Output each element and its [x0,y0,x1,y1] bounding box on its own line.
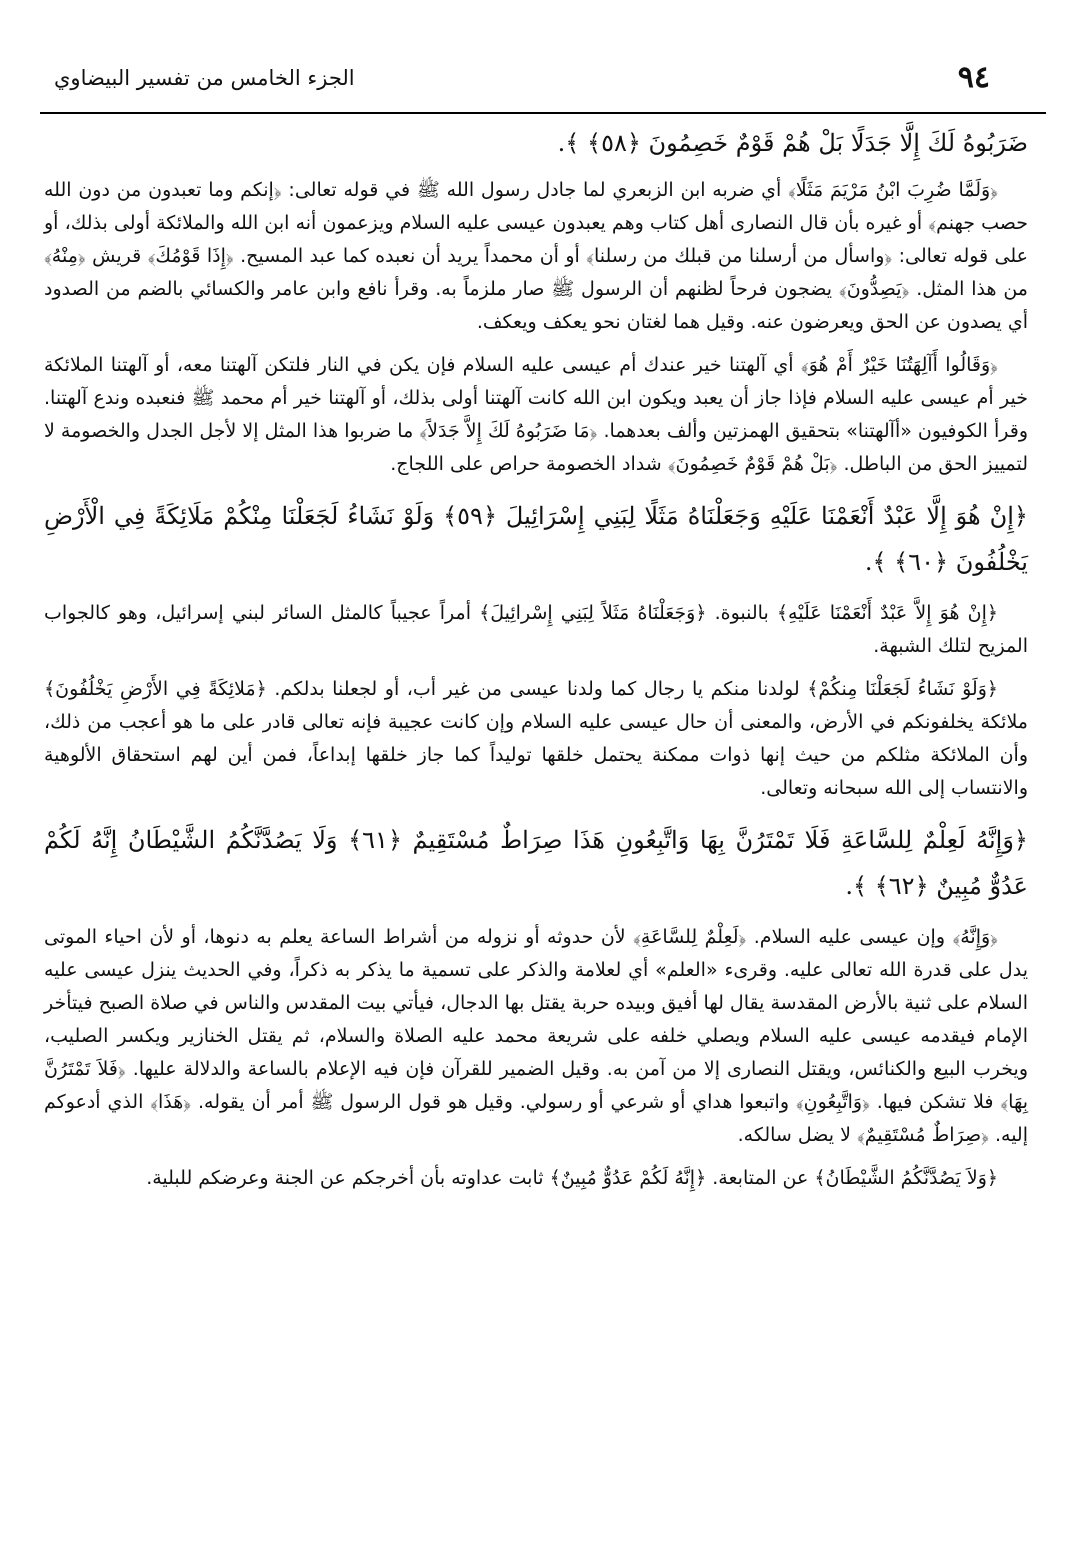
page-body [44,120,1028,1552]
verse-61-62: ﴿وَإِنَّهُ لَعِلْمٌ لِلسَّاعَةِ فَلَا تَمْتَرُنَّ بِهَا وَاتَّبِعُونِ هَذَا صِرَاطٌ مُسْتَقِيمٌ ﴿٦١﴾ وَلَا يَصُدَّنَّكُمُ الشَّيْطَانُ إِنَّهُ لَكُمْ عَدُوٌّ مُبِينٌ ﴿٦٢﴾ ﴾. [44,826,1028,900]
commentary-paragraph-6: ﴿وَلاَ يَصُدَّنَّكُمُ الشَّيْطَانُ﴾ عن المتابعة. ﴿إِنَّهُ لَكُمْ عَدُوٌّ مُبِينٌ﴾ ثابت عداوته بأن أخرجكم عن الجنة وعرضكم للبلية. [146,1167,998,1189]
page-number: ٩٤ [957,60,990,95]
verse-58: ضَرَبُوهُ لَكَ إِلَّا جَدَلًا بَلْ هُمْ قَوْمٌ خَصِمُونَ ﴿٥٨﴾ ﴾. [557,129,1028,157]
header-rule [40,112,1046,114]
verse-59-60: ﴿إِنْ هُوَ إِلَّا عَبْدٌ أَنْعَمْنَا عَلَيْهِ وَجَعَلْنَاهُ مَثَلًا لِبَنِي إِسْرَائِيلَ ﴿٥٩﴾ وَلَوْ نَشَاءُ لَجَعَلْنَا مِنْكُمْ مَلَائِكَةً فِي الْأَرْضِ يَخْلُفُونَ ﴿٦٠﴾ ﴾. [44,502,1028,576]
commentary-paragraph-3: ﴿إِنْ هُوَ إِلاَّ عَبْدٌ أَنْعَمْنَا عَلَيْهِ﴾ بالنبوة. ﴿وَجَعَلْنَاهُ مَثَلاً لِبَنِي إِسْرائِيلَ﴾ أمراً عجيباً كالمثل السائر لبني إسرائيل، وهو كالجواب المزيح لتلك الشبهة. [44,602,1028,657]
commentary-paragraph-5: ﴿وَإِنَّهُ﴾ وإن عيسى عليه السلام. ﴿لَعِلْمٌ لِلسَّاعَةِ﴾ لأن حدوثه أو نزوله من أشراط الساعة يعلم به دنوها، أو لأن احياء الموتى يدل على قدرة الله تعالى عليه. وقرىء «العلم» أي لعلامة والذكر على تسمية ما يذكر به ذكراً، وفي الحديث ينزل عيسى عليه السلام على ثنية بالأرض المقدسة يقال لها أفيق وبيده حربة يقتل بها الدجال، فيأتي بيت المقدس والناس في صلاة الصبح فيتأخر الإمام فيقدمه عيسى عليه السلام ويصلي خلفه على شريعة محمد عليه الصلاة والسلام، ثم يقتل الخنازير ويكسر الصليب، ويخرب البيع والكنائس، ويقتل النصارى إلا من آمن به. وقيل الضمير للقرآن فإن فيه الإعلام بالساعة والدلالة عليها. ﴿فَلاَ تَمْتَرُنَّ بِهَا﴾ فلا تشكن فيها. ﴿وَاتَّبِعُونِ﴾ واتبعوا هداي أو شرعي أو رسولي. وقيل هو قول الرسول ﷺ أمر أن يقوله. ﴿هَذَا﴾ الذي أدعوكم إليه. ﴿صِرَاطٌ مُسْتَقِيمٌ﴾ لا يضل سالكه. [44,926,1028,1146]
running-title: الجزء الخامس من تفسير البيضاوي [54,66,355,90]
commentary-paragraph-1: ﴿وَلَمَّا ضُرِبَ ابْنُ مَرْيَمَ مَثَلًا﴾ أي ضربه ابن الزبعري لما جادل رسول الله ﷺ في قوله تعالى: ﴿إنكم وما تعبدون من دون الله حصب جهنم﴾ أو غيره بأن قال النصارى أهل كتاب وهم يعبدون عيسى عليه السلام ويزعمون أنه ابن الله والملائكة أولى بذلك، أو على قوله تعالى: ﴿واسأل من أرسلنا من قبلك من رسلنا﴾ أو أن محمداً يريد أن نعبده كما عبد المسيح. ﴿إِذَا قَوْمُكَ﴾ قريش ﴿مِنْهُ﴾ من هذا المثل. ﴿يَصِدُّونَ﴾ يضجون فرحاً لظنهم أن الرسول ﷺ صار ملزماً به. وقرأ نافع وابن عامر والكسائي بالضم من الصدود أي يصدون عن الحق ويعرضون عنه. وقيل هما لغتان نحو يعكف ويعكف. [44,179,1028,333]
commentary-paragraph-2: ﴿وَقَالُوا أَآلِهَتُنَا خَيْرٌ أَمْ هُوَ﴾ أي آلهتنا خير عندك أم عيسى عليه السلام فإن يكن في النار فلتكن آلهتنا معه، أو آلهتنا الملائكة خير أم عيسى عليه السلام فإذا جاز أن يعبد ويكون ابن الله كانت آلهتنا أولى بذلك، أو آلهتنا خير أم محمد ﷺ فنعبده وندع آلهتنا. وقرأ الكوفيون «أآلهتنا» بتحقيق الهمزتين وألف بعدهما. ﴿مَا ضَرَبُوهُ لَكَ إِلاَّ جَدَلاً﴾ ما ضربوا هذا المثل إلا لأجل الجدل والخصومة لا لتمييز الحق من الباطل. ﴿بَلْ هُمْ قَوْمٌ خَصِمُونَ﴾ شداد الخصومة حراص على اللجاج. [44,354,1028,475]
commentary-paragraph-4: ﴿وَلَوْ نَشَاءُ لَجَعَلْنَا مِنكُمْ﴾ لولدنا منكم يا رجال كما ولدنا عيسى من غير أب، أو لجعلنا بدلكم. ﴿مَلائِكَةً فِي الأَرْضِ يَخْلُفُونَ﴾ ملائكة يخلفونكم في الأرض، والمعنى أن حال عيسى عليه السلام وإن كانت عجيبة فإنه تعالى قادر على ما هو أعجب من ذلك، وأن الملائكة مثلكم من حيث إنها ذوات ممكنة يحتمل خلقها توليداً كما جاز خلقها إبداعاً، فمن أين لهم استحقاق الألوهية والانتساب إلى الله سبحانه وتعالى. [44,678,1028,799]
page-header [40,58,1042,108]
